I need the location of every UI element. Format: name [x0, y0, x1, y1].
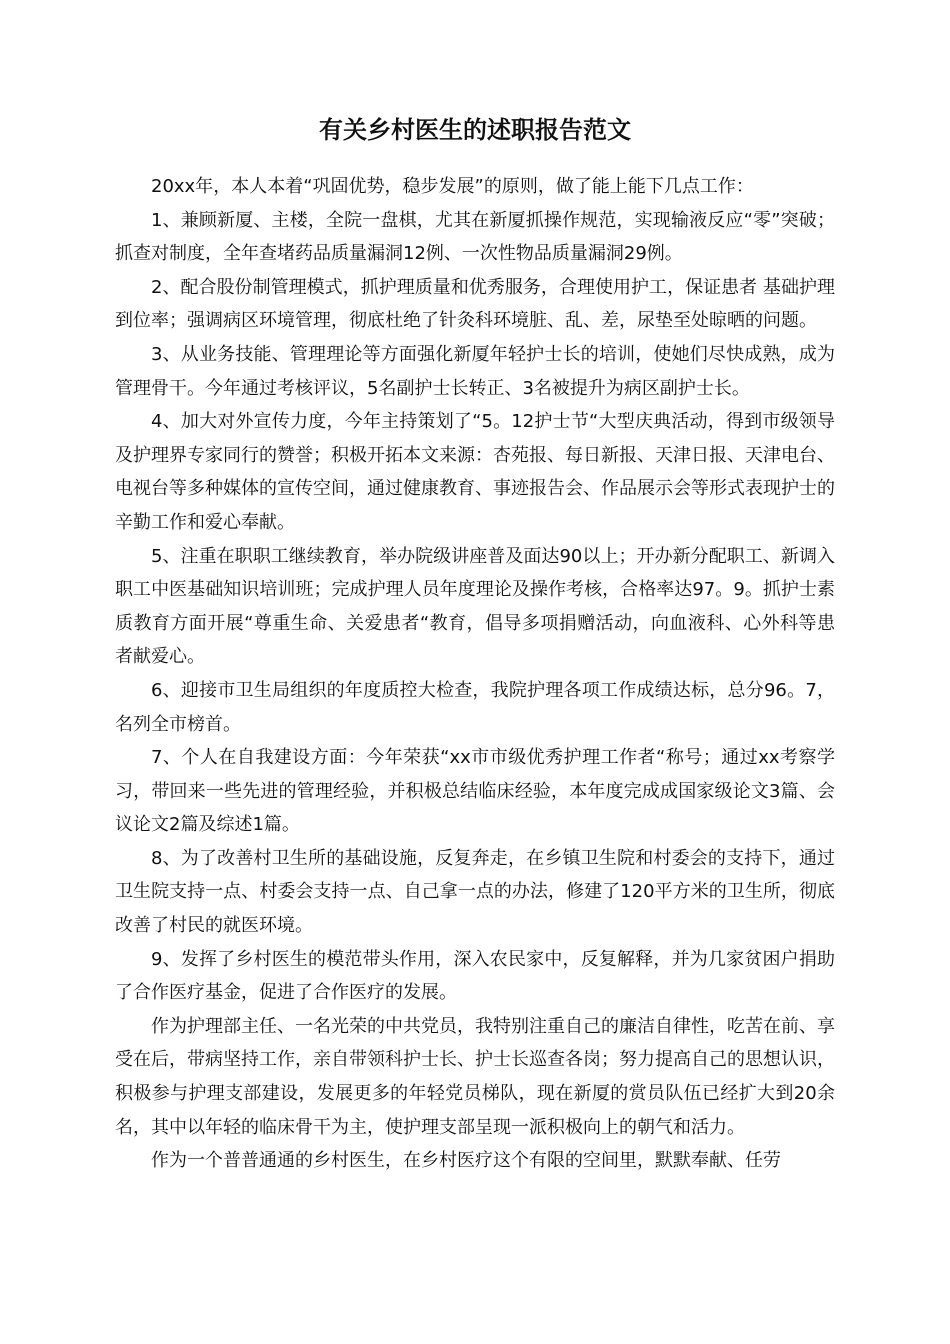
paragraph-item-9: 9、发挥了乡村医生的模范带头作用，深入农民家中，反复解释，并为几家贫困户捐助了合作医疗基金，促进了合作医疗的发展。 [115, 948, 835, 1004]
paragraph-item-8: 8、为了改善村卫生所的基础设施，反复奔走，在乡镇卫生院和村委会的支持下，通过卫生院支持一点、村委会支持一点、自己拿一点的办法，修建了120平方米的卫生所，彻底改善了村民的就医环境。 [115, 847, 835, 937]
paragraph-item-5: 5、注重在职职工继续教育，举办院级讲座普及面达90以上；开办新分配职工、新调入职工中医基础知识培训班；完成护理人员年度理论及操作考核，合格率达97。9。抓护士素质教育方面开展“尊重生命、关爱患者“教育，倡导多项捐赠活动，向血液科、心外科等患者献爱心。 [115, 545, 835, 668]
paragraph-item-2: 2、配合股份制管理模式，抓护理质量和优秀服务，合理使用护工，保证患者 基础护理到位率；强调病区环境管理，彻底杜绝了针灸科环境脏、乱、差，尿垫至处晾晒的问题。 [115, 276, 835, 332]
paragraph-closing: 作为一个普普通通的乡村医生，在乡村医疗这个有限的空间里，默默奉献、任劳 [151, 1150, 781, 1172]
document-title: 有关乡村医生的述职报告范文 [319, 116, 631, 144]
paragraph-item-6: 6、迎接市卫生局组织的年度质控大检查，我院护理各项工作成绩达标，总分96。7，名列全市榜首。 [115, 679, 835, 735]
paragraph-item-4: 4、加大对外宣传力度，今年主持策划了“5。12护士节“大型庆典活动，得到市级领导及护理界专家同行的赞誉；积极开拓本文来源：杏苑报、每日新报、天津日报、天津电台、电视台等多种媒体的宣传空间，通过健康教育、事迹报告会、作品展示会等形式表现护士的辛勤工作和爱心奉献。 [115, 411, 835, 533]
paragraph-party-member: 作为护理部主任、一名光荣的中共党员，我特别注重自己的廉洁自律性，吃苦在前、享受在后，带病坚持工作，亲自带领科护士长、护士长巡查各岗；努力提高自己的思想认识，积极参与护理支部建设，发展更多的年轻党员梯队，现在新厦的赏员队伍已经扩大到20余名，其中以年轻的临床骨干为主，使护理支部呈现一派积极向上的朝气和活力。 [115, 1015, 835, 1138]
paragraph-intro: 20xx年，本人本着“巩固优势，稳步发展”的原则，做了能上能下几点工作： [151, 176, 754, 197]
paragraph-item-7: 7、个人在自我建设方面：今年荣获“xx市市级优秀护理工作者“称号；通过xx考察学习，带回来一些先进的管理经验，并积极总结临床经验，本年度完成成国家级论文3篇、会议论文2篇及综述1篇。 [115, 747, 835, 836]
document-body [115, 170, 835, 1178]
paragraph-item-1: 1、兼顾新厦、主楼，全院一盘棋，尤其在新厦抓操作规范，实现输液反应“零”突破；抓查对制度，全年查堵药品质量漏洞12例、一次性物品质量漏洞29例。 [115, 209, 835, 265]
paragraph-item-3: 3、从业务技能、管理理论等方面强化新厦年轻护士长的培训，使她们尽快成熟，成为管理骨干。今年通过考核评议，5名副护士长转正、3名被提升为病区副护士长。 [115, 343, 835, 399]
